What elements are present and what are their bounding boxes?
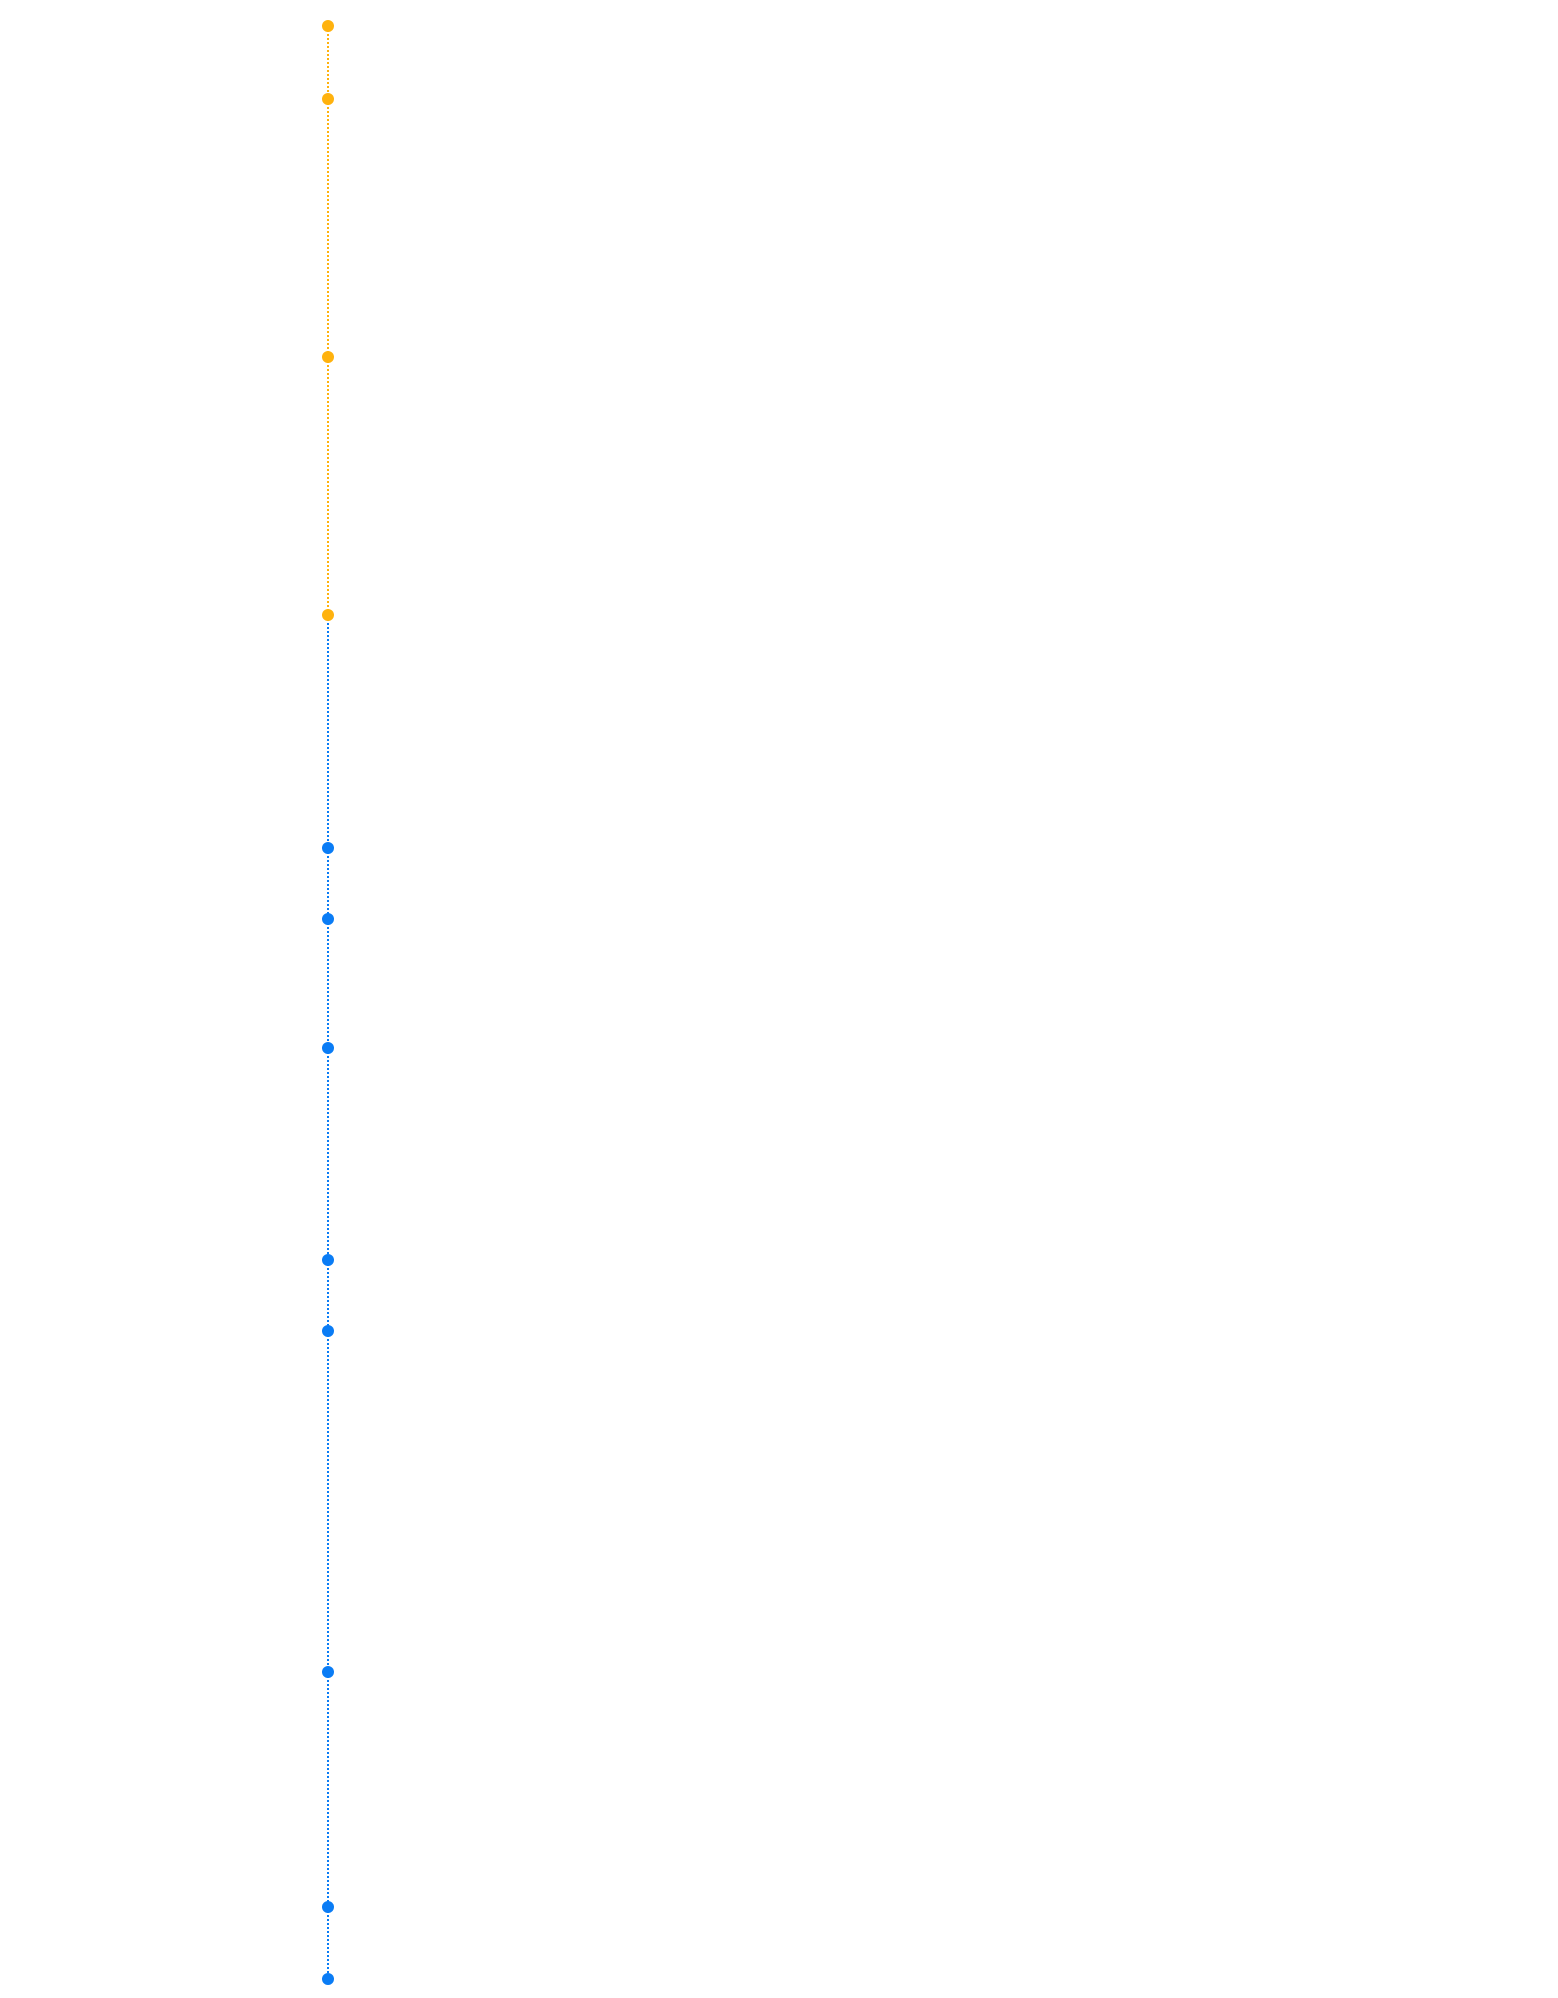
timeline-nodes bbox=[322, 20, 334, 1985]
dot-marker-icon bbox=[322, 1901, 334, 1913]
dot-marker-icon bbox=[322, 913, 334, 925]
dot-marker-icon bbox=[322, 20, 334, 32]
dot-marker-icon bbox=[322, 1973, 334, 1985]
dot-marker-icon bbox=[322, 93, 334, 105]
dot-marker-icon bbox=[322, 1042, 334, 1054]
dot-marker-icon bbox=[322, 1666, 334, 1678]
dot-marker-icon bbox=[322, 609, 334, 621]
dot-marker-icon bbox=[322, 351, 334, 363]
dot-marker-icon bbox=[322, 1325, 334, 1337]
dot-marker-icon bbox=[322, 1254, 334, 1266]
dot-marker-icon bbox=[322, 842, 334, 854]
